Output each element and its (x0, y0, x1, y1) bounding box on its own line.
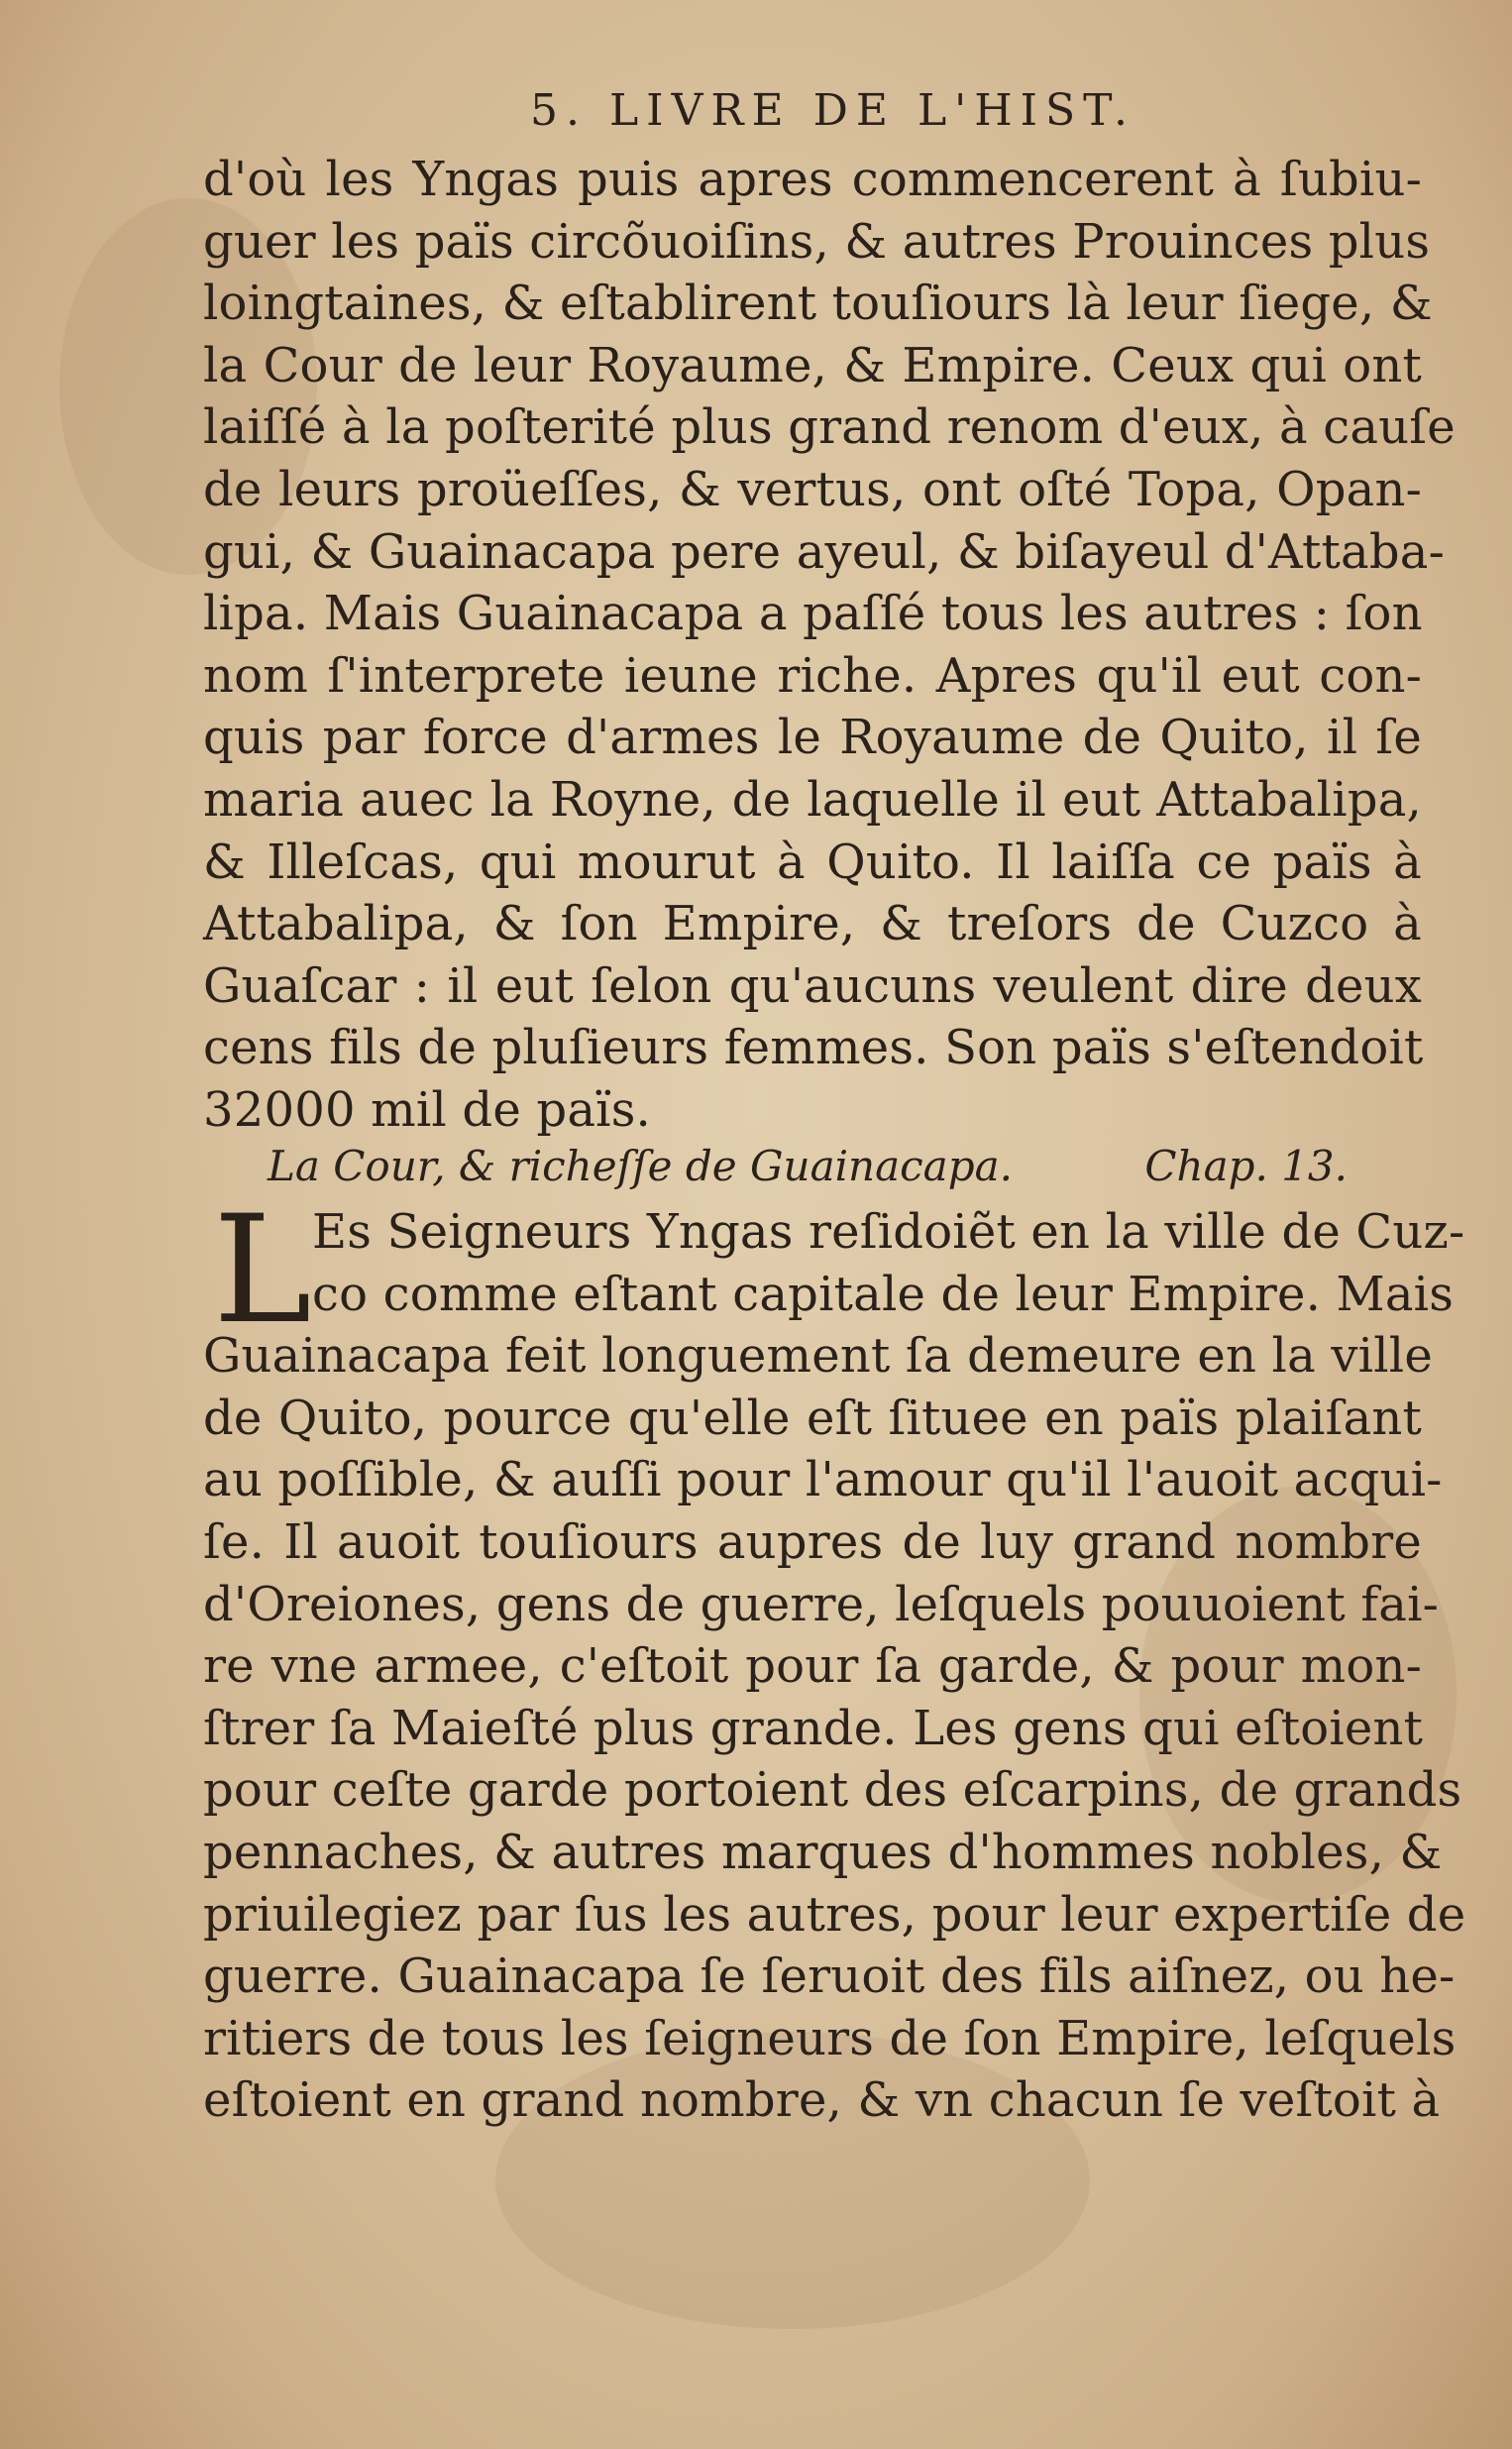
text-line: gui, & Guainacapa pere ayeul, & biſayeul d'Attaba- (203, 523, 1446, 580)
text-line: ſe. Il auoit touſiours aupres de luy grand nombre (203, 1513, 1422, 1570)
text-line: la Cour de leur Royaume, & Empire. Ceux qui ont (203, 337, 1422, 393)
text-line: ſtrer ſa Maieſté plus grande. Les gens qui eſtoient (203, 1700, 1424, 1756)
text-line: priuilegiez par ſus les autres, pour leur expertiſe de (203, 1886, 1466, 1943)
text-line: d'Oreiones, gens de guerre, leſquels pouuoient fai- (203, 1576, 1440, 1632)
text-line: guer les païs circõuoiſins, & autres Prouinces plus (203, 213, 1431, 270)
text-line: nom ſ'interprete ieune riche. Apres qu'il eut con- (203, 647, 1422, 704)
text-line: de leurs proüeſſes, & vertus, ont oſté Topa, Opan- (203, 461, 1422, 517)
text-line: Attabalipa, & ſon Empire, & treſors de Cuzco à (203, 896, 1422, 952)
text-line: pour ceſte garde portoient des eſcarpins, de grands (203, 1762, 1462, 1819)
text-line: loingtaines, & eſtablirent touſiours là leur ſiege, & (203, 276, 1433, 332)
text-line: & Illeſcas, qui mourut à Quito. Il laiſſa ce païs à (203, 834, 1422, 890)
text-line: laiſſé à la poſterité plus grand renom d'eux, à cauſe (203, 399, 1456, 456)
text-line: quis par force d'armes le Royaume de Quito, il ſe (203, 710, 1422, 766)
text-line: co comme eſtant capitale de leur Empire. Mais (312, 1266, 1455, 1322)
text-line: eſtoient en grand nombre, & vn chacun ſe veſtoit à (203, 2072, 1441, 2129)
text-line: Guainacapa feit longuement ſa demeure en la ville (203, 1328, 1433, 1385)
drop-cap: L (213, 1184, 312, 1357)
text-line: guerre. Guainacapa ſe ſeruoit des fils aiſnez, ou he- (203, 1948, 1456, 2005)
chapter-number: Chap. 13. (1144, 1142, 1348, 1190)
text-line: re vne armee, c'eſtoit pour ſa garde, & pour mon- (203, 1638, 1422, 1695)
text-line: au poſſible, & auſſi pour l'amour qu'il l'auoit acqui- (203, 1452, 1443, 1508)
text-line: 32000 mil de païs. (203, 1081, 652, 1138)
chapter-title: La Cour, & richeſſe de Guainacapa. (268, 1142, 1013, 1190)
chapter-heading (268, 1137, 1348, 1196)
paragraph-1 (203, 149, 1456, 1142)
text-line: ritiers de tous les ſeigneurs de ſon Empire, leſquels (203, 2010, 1457, 2066)
text-line: d'où les Yngas puis apres commencerent à ſubiu- (203, 152, 1422, 207)
running-head: 5. LIVRE DE L'HIST. (530, 85, 1136, 136)
text-line: pennaches, & autres marques d'hommes nobles, & (203, 1824, 1443, 1880)
text-line: lipa. Mais Guainacapa a paſſé tous les autres : ſon (203, 586, 1423, 642)
text-line: Guaſcar : il eut ſelon qu'aucuns veulent dire deux (203, 957, 1422, 1014)
text-line: cens fils de pluſieurs femmes. Son païs s'eſtendoit (203, 1020, 1424, 1076)
text-line: maria auec la Royne, de laquelle il eut Attabalipa, (203, 771, 1422, 828)
text-line: de Quito, pource qu'elle eſt ſituee en païs plaiſant (203, 1390, 1422, 1446)
text-line: Es Seigneurs Yngas reſidoiẽt en la ville de Cuz- (312, 1204, 1465, 1260)
paragraph-2 (203, 1184, 1466, 2132)
